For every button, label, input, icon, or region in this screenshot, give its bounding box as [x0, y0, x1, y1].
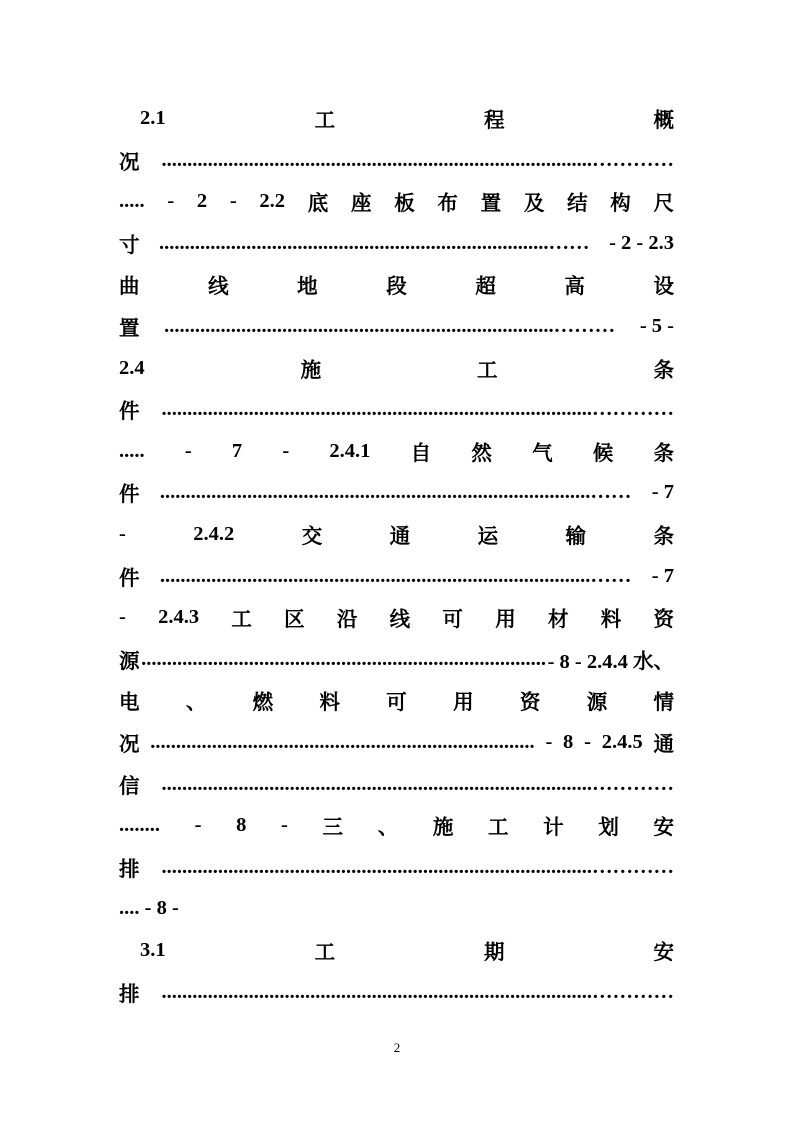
toc-text: 料 — [600, 609, 622, 631]
leader-dots: ........ — [119, 813, 160, 836]
toc-text: - — [545, 730, 553, 753]
leader-dots: ....................................................................................………… — [161, 397, 674, 420]
toc-text: 排 — [119, 859, 140, 881]
toc-line — [119, 893, 674, 923]
toc-text: 计 — [543, 817, 564, 839]
toc-text: 期 — [484, 942, 505, 964]
toc-text: 工 — [314, 110, 336, 132]
toc-text: 交 — [301, 526, 323, 548]
toc-line — [119, 145, 674, 175]
toc-text: 2.4 — [119, 356, 145, 379]
toc-text: 安 — [653, 942, 674, 964]
toc-text: 工 — [488, 817, 509, 839]
toc-text: 寸 — [119, 235, 140, 257]
toc-text: 置 — [119, 318, 140, 340]
toc-text: 运 — [477, 526, 499, 548]
toc-text: - — [229, 189, 237, 212]
toc-line — [119, 477, 674, 507]
toc-text: 件 — [119, 484, 140, 506]
toc-text: 条 — [653, 443, 674, 465]
toc-text: 概 — [653, 110, 674, 132]
toc-text: - — [119, 605, 126, 628]
toc-text: 8 — [563, 730, 574, 753]
toc-line — [119, 977, 674, 1007]
toc-text: 高 — [564, 276, 585, 298]
toc-text: 2.1 — [140, 106, 166, 129]
toc-text: 底 — [307, 193, 329, 215]
toc-text: 、 — [377, 817, 399, 839]
toc-text: .... - 8 - — [119, 896, 179, 919]
toc-line — [119, 602, 674, 632]
toc-text: 施 — [300, 360, 322, 382]
toc-text: 情 — [653, 692, 674, 714]
toc-text: - — [119, 522, 126, 545]
toc-text: 电 — [119, 692, 140, 714]
toc-text: 划 — [598, 817, 619, 839]
toc-text: 2.4.1 — [329, 439, 371, 462]
toc-line — [119, 644, 674, 674]
toc-text: 设 — [653, 276, 674, 298]
toc-text: 沿 — [336, 609, 358, 631]
toc-text: 置 — [480, 193, 502, 215]
toc-text: 用 — [495, 609, 516, 631]
toc-line — [119, 561, 674, 591]
toc-text: 条 — [653, 526, 674, 548]
toc-line — [119, 685, 674, 715]
toc-text: 、 — [185, 692, 207, 714]
toc-text: 8 — [236, 813, 247, 836]
toc-text: 2.4.3 — [158, 605, 200, 628]
toc-text: 排 — [119, 984, 140, 1006]
leader-dots: ............................................................................... — [141, 647, 546, 670]
toc-text: 板 — [394, 193, 415, 215]
leader-dots: ....................................................................................………… — [161, 855, 674, 878]
toc-text: - — [167, 189, 175, 212]
page-number: 2 — [393, 1040, 401, 1055]
toc-line — [140, 935, 674, 965]
toc-line — [119, 353, 674, 383]
toc-text: 段 — [386, 276, 407, 298]
toc-text: 然 — [471, 443, 492, 465]
toc-text: 施 — [432, 817, 454, 839]
leader-dots: ....................................................................................…… — [159, 480, 632, 503]
toc-text: 材 — [547, 609, 569, 631]
toc-text: 工 — [231, 609, 252, 631]
leader-dots: ....................................................................................………… — [161, 772, 674, 795]
toc-text: 通 — [389, 526, 411, 548]
toc-text: 用 — [453, 692, 474, 714]
toc-text: 超 — [475, 276, 496, 298]
leader-dots: ....................................................................................………… — [161, 980, 674, 1003]
toc-text: 线 — [208, 276, 229, 298]
toc-text: - — [194, 813, 202, 836]
toc-line — [119, 228, 674, 258]
toc-text: - 7 — [651, 564, 674, 587]
toc-text: 程 — [484, 110, 505, 132]
toc-text: 况 — [119, 152, 140, 174]
leader-dots: ....................................................................................…… — [159, 564, 632, 587]
toc-text: 候 — [592, 443, 614, 465]
toc-text: 尺 — [653, 193, 674, 215]
toc-line — [140, 103, 674, 133]
toc-text: 工 — [314, 942, 336, 964]
toc-text: 源 — [119, 651, 140, 673]
toc-text: - — [281, 813, 288, 836]
toc-text: 布 — [437, 193, 458, 215]
toc-line — [119, 436, 674, 466]
toc-text: 线 — [389, 609, 411, 631]
toc-text: 气 — [532, 443, 553, 465]
toc-text: 区 — [284, 609, 305, 631]
toc-text: 地 — [297, 276, 318, 298]
toc-text: 2 — [196, 189, 208, 212]
toc-text: 自 — [410, 443, 432, 465]
toc-line — [119, 186, 674, 216]
toc-text: - — [282, 439, 290, 462]
leader-dots: ..... — [119, 439, 145, 462]
toc-line — [119, 519, 674, 549]
toc-text: 源 — [586, 692, 608, 714]
leader-dots: ............................................................................…… — [159, 231, 590, 254]
toc-text: - 2 - 2.3 — [609, 231, 674, 254]
leader-dots: ..... — [119, 189, 145, 212]
toc-text: 2.4.2 — [193, 522, 235, 545]
toc-text: - 8 - 2.4.4 水、 — [547, 651, 674, 673]
leader-dots: ....................................................................................………… — [161, 148, 674, 171]
toc-text: 及 — [523, 193, 545, 215]
toc-text: 3.1 — [140, 938, 166, 961]
toc-text: 条 — [653, 360, 674, 382]
toc-line — [119, 769, 674, 799]
toc-text: - 5 - — [639, 314, 674, 337]
toc-text: 三 — [322, 817, 344, 839]
toc-line — [119, 394, 674, 424]
toc-text: 2.4.5 — [601, 730, 643, 753]
toc-text: 2.2 — [259, 189, 286, 212]
toc-text: - — [184, 439, 192, 462]
toc-line — [119, 269, 674, 299]
leader-dots: ........................................................................... — [150, 730, 535, 753]
toc-text: - — [584, 730, 591, 753]
toc-text: 资 — [653, 609, 674, 631]
toc-text: - 7 — [651, 480, 674, 503]
toc-line — [119, 311, 674, 341]
toc-text: 件 — [119, 401, 140, 423]
toc-text: 通 — [653, 734, 674, 756]
toc-text: 况 — [119, 734, 140, 756]
toc-text: 结 — [567, 193, 588, 215]
toc-text: 件 — [119, 568, 140, 590]
toc-text: 料 — [319, 692, 340, 714]
toc-line — [119, 810, 674, 840]
toc-text: 信 — [119, 776, 140, 798]
toc-text: 工 — [477, 360, 498, 382]
toc-text: 7 — [231, 439, 243, 462]
toc-text: 可 — [442, 609, 463, 631]
toc-text: 曲 — [119, 276, 140, 298]
toc-text: 资 — [519, 692, 541, 714]
toc-text: 构 — [610, 193, 631, 215]
leader-dots: ............................................................................……… — [164, 314, 616, 337]
toc-text: 燃 — [252, 692, 274, 714]
toc-text: 安 — [653, 817, 674, 839]
toc-line — [119, 727, 674, 757]
toc-text: 输 — [565, 526, 587, 548]
toc-text: 座 — [350, 193, 372, 215]
toc-text: 可 — [386, 692, 407, 714]
toc-line — [119, 852, 674, 882]
